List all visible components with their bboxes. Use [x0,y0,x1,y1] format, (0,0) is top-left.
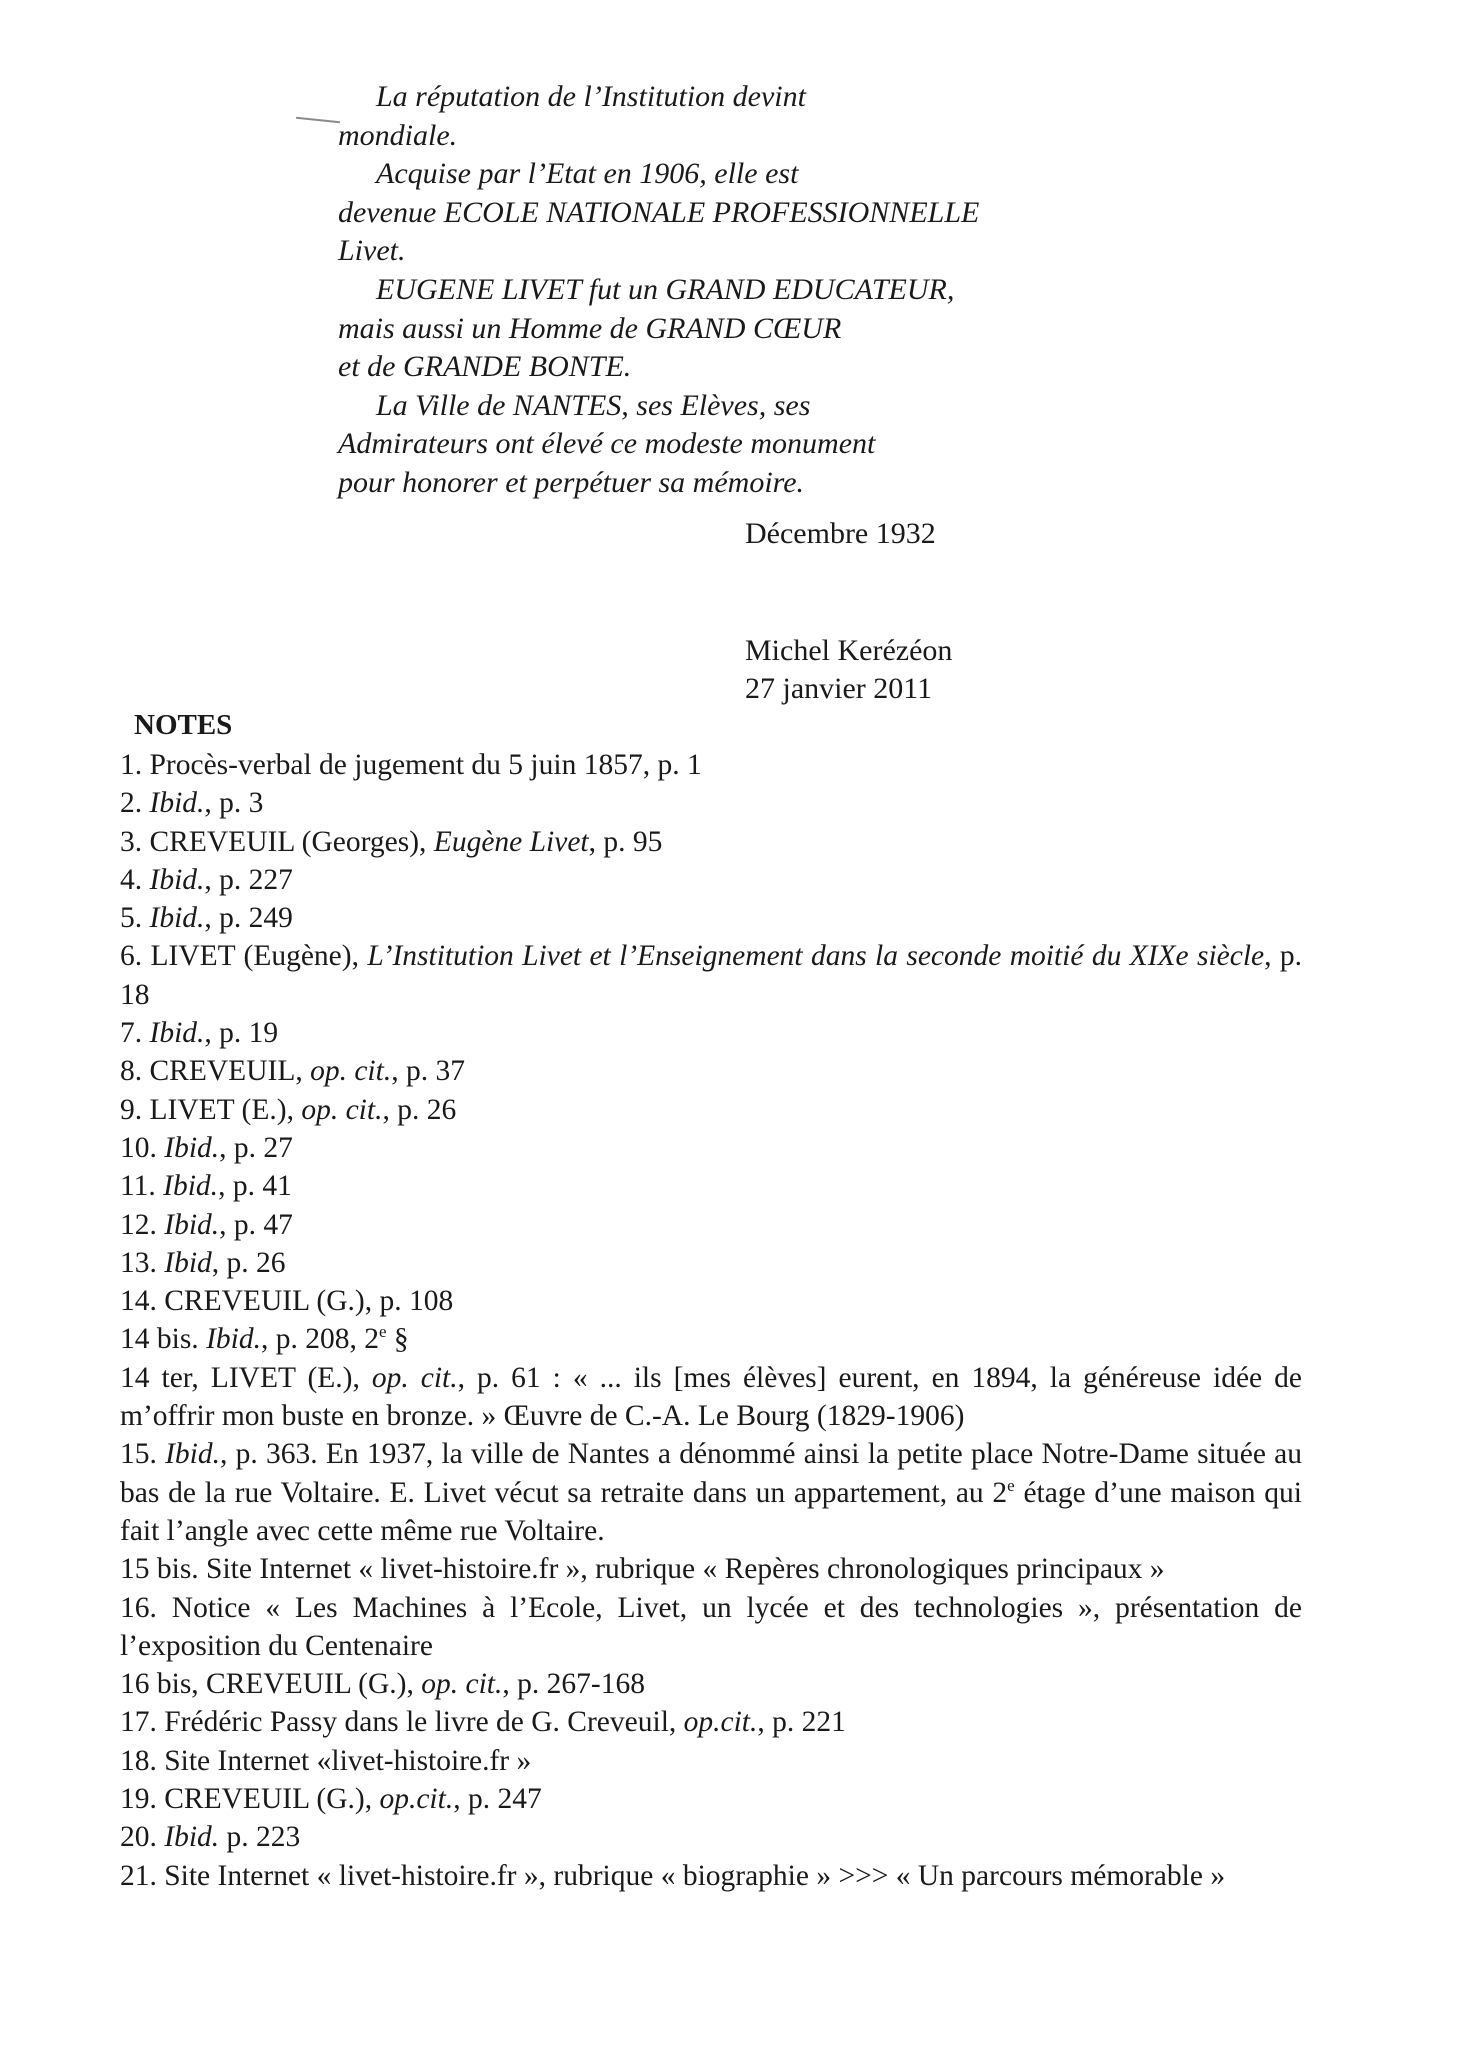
note-2: 2. Ibid., p. 3 [120,787,264,820]
note-4: 4. Ibid., p. 227 [120,863,293,896]
note-9: 9. LIVET (E.), op. cit., p. 26 [120,1093,457,1126]
note-8: 8. CREVEUIL, op. cit., p. 37 [120,1055,465,1088]
inscription-line: EUGENE LIVET fut un GRAND EDUCATEUR, [376,272,955,306]
note-11: 11. Ibid., p. 41 [120,1170,292,1203]
inscription-line: La Ville de NANTES, ses Elèves, ses [376,388,811,422]
note-5: 5. Ibid., p. 249 [120,902,293,935]
note-12: 12. Ibid., p. 47 [120,1208,293,1241]
note-15-bis: 15 bis. Site Internet « livet-histoire.fr », rubrique « Repères chronologiques principaux » [120,1553,1165,1586]
note-16: 16. Notice « Les Machines à l’Ecole, Livet, un lycée et des technologies », présentation de l’exposition du Centenaire [120,1591,1302,1662]
inscription-line: pour honorer et perpétuer sa mémoire. [338,465,805,499]
note-18: 18. Site Internet «livet-histoire.fr » [120,1744,532,1777]
author-date: 27 janvier 2011 [745,672,933,705]
note-13: 13. Ibid, p. 26 [120,1246,286,1279]
note-17: 17. Frédéric Passy dans le livre de G. Creveuil, op.cit., p. 221 [120,1706,846,1739]
note-7: 7. Ibid., p. 19 [120,1017,279,1050]
pen-mark [296,117,340,124]
monument-inscription [338,78,1158,503]
note-21: 21. Site Internet « livet-histoire.fr », rubrique « biographie » >>> « Un parcours mémorable » [120,1859,1226,1892]
inscription-line: Admirateurs ont élevé ce modeste monument [338,427,876,461]
author-name: Michel Kerézéon [745,634,953,667]
note-19: 19. CREVEUIL (G.), op.cit., p. 247 [120,1783,542,1816]
notes-heading: NOTES [134,709,233,741]
notes-list [120,746,1302,1895]
inscription-line: mais aussi un Homme de GRAND CŒUR [338,311,842,345]
note-14-ter: 14 ter, LIVET (E.), op. cit., p. 61 : « ... ils [mes élèves] eurent, en 1894, la généreuse idée de m’offrir mon buste en bronze. » Œuvre de C.-A. Le Bourg (1829-1906) [120,1361,1302,1433]
inscription-line: Livet. [338,234,406,268]
note-14: 14. CREVEUIL (G.), p. 108 [120,1285,454,1318]
note-14-bis: 14 bis. Ibid., p. 208, 2e § [120,1322,409,1356]
note-3: 3. CREVEUIL (Georges), Eugène Livet, p. 95 [120,825,663,858]
note-6: 6. LIVET (Eugène), L’Institution Livet et l’Enseignement dans la seconde moitié du XIXe siècle, p. 18 [120,940,1302,1011]
note-15: 15. Ibid., p. 363. En 1937, la ville de Nantes a dénommé ainsi la petite place Notre-Dame située au bas de la rue Voltaire. E. Livet vécut sa retraite dans un appartement, au 2e étage d’une maison qui fait l’angle avec cette même rue Voltaire. [120,1438,1302,1547]
inscription-line: La réputation de l’Institution devint [376,80,806,113]
note-10: 10. Ibid., p. 27 [120,1131,293,1164]
inscription-line: Acquise par l’Etat en 1906, elle est [376,157,799,191]
inscription-date: Décembre 1932 [745,517,936,550]
note-16-bis: 16 bis, CREVEUIL (G.), op. cit., p. 267-168 [120,1668,645,1701]
inscription-line: devenue ECOLE NATIONALE PROFESSIONNELLE [338,195,980,229]
inscription-line: mondiale. [338,118,458,152]
inscription-line: et de GRANDE BONTE. [338,350,632,384]
note-1: 1. Procès-verbal de jugement du 5 juin 1857, p. 1 [120,749,702,781]
note-20: 20. Ibid. p. 223 [120,1821,301,1854]
